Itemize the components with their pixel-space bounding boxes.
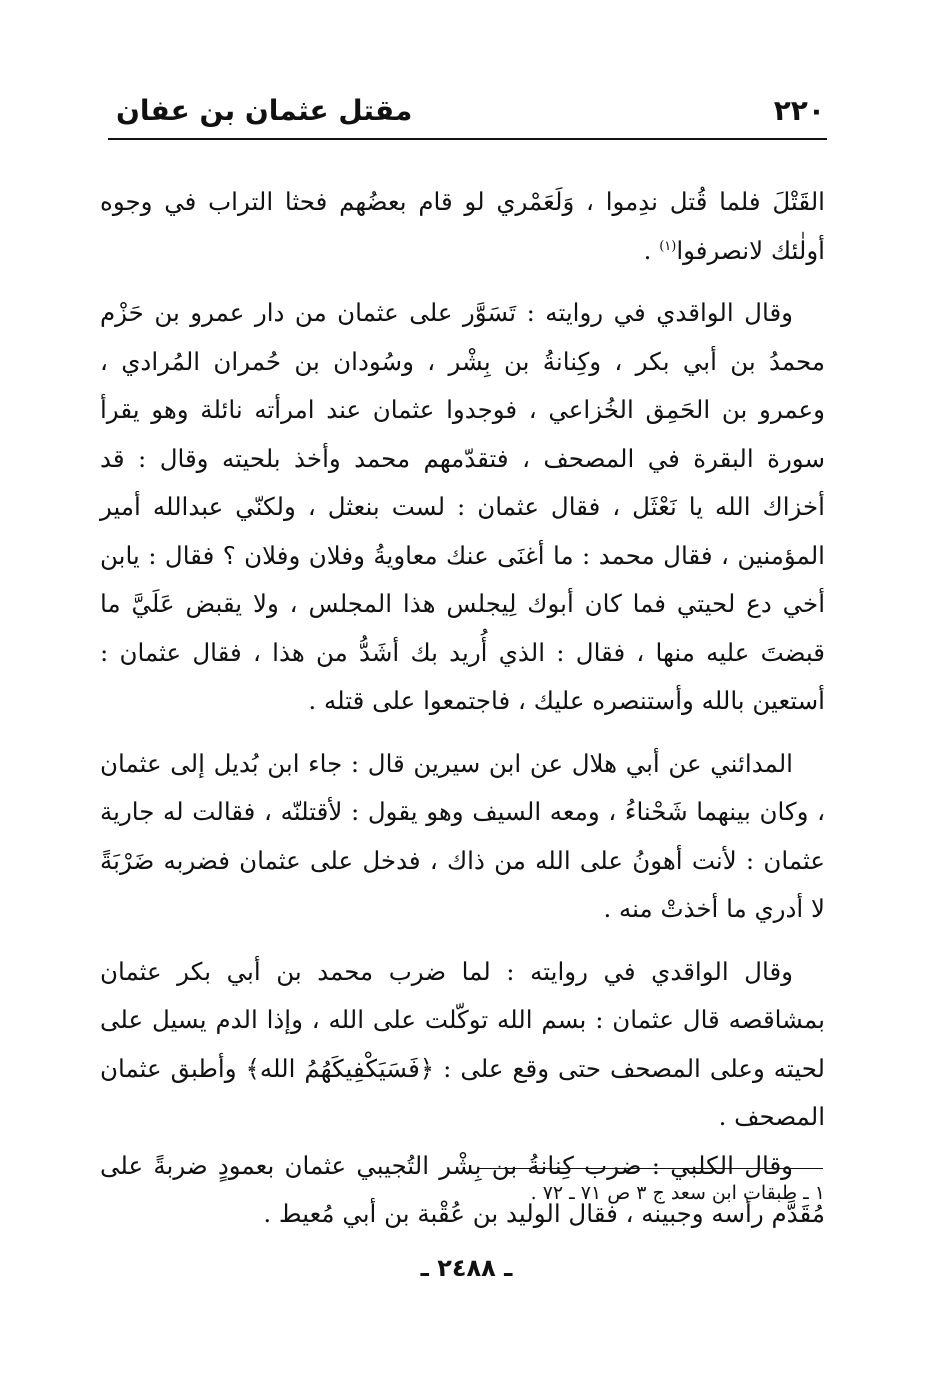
paragraph-5: وقال الكلبي : ضرب كِنانةُ بن بِشْر التُجيبي عثمان بعمودٍ ضربةً على مُقَدَّم رأسه وجبينه ، فقال الوليد بن عُقْبة بن أبي مُعيط .: [100, 1150, 825, 1228]
paragraph-1: [100, 178, 825, 275]
footnote: ١ ـ طبقات ابن سعد ج ٣ ص ٧١ ـ ٧٢ .: [530, 1182, 825, 1204]
body-text: [100, 178, 825, 1239]
header-page-number: ٢٢٠: [773, 94, 825, 127]
paragraph-1-text: القَتْلَ فلما قُتل ندِموا ، وَلَعَمْري لو قام بعضُهم فحثا التراب في وجوه أولٰئك لانصرفوا: [100, 187, 825, 265]
paragraph-4: وقال الواقدي في روايته : لما ضرب محمد بن أبي بكر عثمان بمشاقصه قال عثمان : بسم الله توكّلت على الله ، وإذا الدم يسيل على لحيته وعلى المصحف حتى وقع على : ﴿فَسَيَكْفِيكَهُمُ الله﴾ وأطبق عثمان المصحف .: [100, 956, 825, 1131]
paragraph-2: وقال الواقدي في روايته : تَسَوَّر على عثمان من دار عمرو بن حَزْم محمدُ بن أبي بكر ، وكِنانةُ بن بِشْر ، وسُودان بن حُمران المُرادي ، وعمرو بن الحَمِق الخُزاعي ، فوجدوا عثمان عند امرأته نائلة وهو يقرأ سورة البقرة في المصحف ، فتقدّمهم محمد وأخذ بلحيته وقال : قد أخزاك الله يا نَعْثَل ، فقال عثمان : لست بنعثل ، ولكنّي عبدالله أمير المؤمنين ، فقال محمد : ما أغنَى عنك معاويةُ وفلان وفلان ؟ فقال : يابن أخي دع لحيتي فما كان أبوك لِيجلس هذا المجلس ، ولا يقبض عَلَيَّ ما قبضتَ عليه منها ، فقال : الذي أُريد بك أشَدُّ من هذا ، فقال عثمان : أستعين بالله وأستنصره عليك ، فاجتمعوا على قتله .: [100, 298, 825, 715]
running-title: مقتل عثمان بن عفان: [116, 94, 413, 127]
header-divider: [108, 138, 827, 140]
footer-page-number: ـ ٢٤٨٨ ـ: [420, 1254, 513, 1282]
footnote-reference: (١): [659, 238, 677, 254]
page-header: [108, 88, 825, 140]
footnote-divider: [478, 1168, 823, 1169]
paragraph-1-tail: .: [643, 235, 660, 265]
paragraph-3: المدائني عن أبي هلال عن ابن سيرين قال : جاء ابن بُديل إلى عثمان ، وكان بينهما شَحْناءُ ، ومعه السيف وهو يقول : لأقتلنّه ، فقالت له جارية عثمان : لأنت أهونُ على الله من ذاك ، فدخل على عثمان فضربه ضَرْبَةً لا أدري ما أخذتْ منه .: [100, 748, 825, 923]
